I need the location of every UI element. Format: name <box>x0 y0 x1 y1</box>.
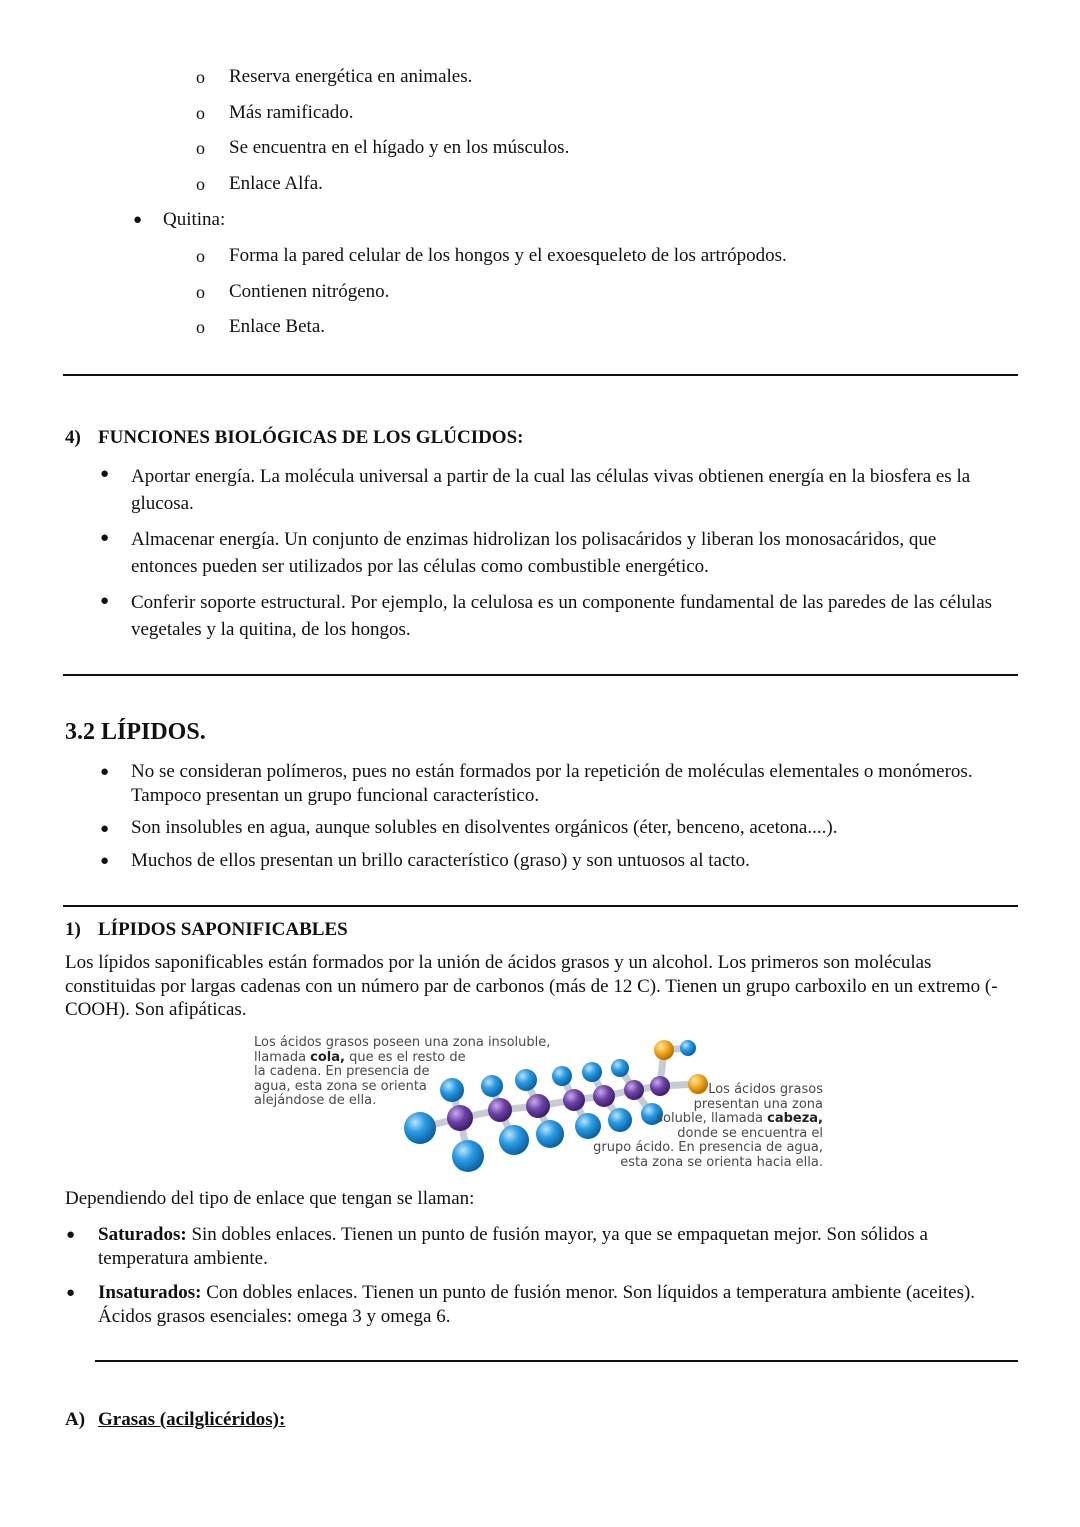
divider <box>95 1360 1018 1362</box>
circle-bullet-icon: o <box>196 317 205 337</box>
list-item: Son insolubles en agua, aunque solubles en disolventes orgánicos (éter, benceno, acetona....). <box>131 817 838 838</box>
circle-bullet-icon: o <box>196 103 205 123</box>
list-item: Forma la pared celular de los hongos y el exoesqueleto de los artrópodos. <box>229 245 787 266</box>
list-item: Conferir soporte estructural. Por ejemplo, la celulosa es un componente fundamental de las paredes de las células vegetales y la quitina, de los hongos. <box>131 592 993 640</box>
divider <box>63 374 1018 376</box>
divider <box>63 674 1018 676</box>
term: Saturados: <box>98 1224 187 1245</box>
list-item: No se consideran polímeros, pues no están formados por la repetición de moléculas elementales o monómeros. Tampoco presentan un grupo funcional característico. <box>131 761 973 806</box>
divider <box>63 905 1018 907</box>
bullet-icon: ● <box>100 764 110 780</box>
figure-caption-right: Los ácidos grasos presentan una zona soluble, llamada cabeza, donde se encuentra el grupo ácido. En presencia de agua, esta zona se orienta hacia ella. <box>593 1082 823 1170</box>
bullet-icon: ● <box>100 821 110 837</box>
circle-bullet-icon: o <box>196 67 205 87</box>
bullet-icon: ● <box>66 1227 76 1243</box>
circle-bullet-icon: o <box>196 138 205 158</box>
section-title: 3.2 LÍPIDOS. <box>65 719 206 745</box>
section-title: FUNCIONES BIOLÓGICAS DE LOS GLÚCIDOS: <box>98 427 524 448</box>
list-item: Enlace Alfa. <box>229 173 323 194</box>
list-item-saturated: Saturados: Sin dobles enlaces. Tienen un punto de fusión mayor, ya que se empaquetan mejor. Son sólidos a temperatura ambiente. <box>98 1224 928 1269</box>
list-item: Enlace Beta. <box>229 316 326 337</box>
bullet-icon: ● <box>133 212 143 228</box>
list-item: Más ramificado. <box>229 102 354 123</box>
subsection-title: Grasas (acilglicéridos): <box>98 1409 286 1430</box>
paragraph: Dependiendo del tipo de enlace que tengan se llaman: <box>65 1188 475 1209</box>
circle-bullet-icon: o <box>196 282 205 302</box>
term: Insaturados: <box>98 1282 202 1303</box>
list-item: Se encuentra en el hígado y en los músculos. <box>229 137 570 158</box>
section-number: 4) <box>65 427 81 448</box>
keyword-head: cabeza, <box>767 1111 823 1127</box>
section-number: 1) <box>65 919 81 940</box>
list-item-chitin: Quitina: <box>163 209 226 230</box>
circle-bullet-icon: o <box>196 174 205 194</box>
figure-caption-left: Los ácidos grasos poseen una zona insoluble, llamada cola, que es el resto de la cadena. En presencia de agua, esta zona se orienta alejándose de ella. <box>254 1035 551 1109</box>
section-title: LÍPIDOS SAPONIFICABLES <box>98 919 348 940</box>
list-item: Almacenar energía. Un conjunto de enzimas hidrolizan los polisacáridos y liberan los monosacáridos, que entonces pueden ser utilizados por las células como combustible energético. <box>131 529 937 577</box>
list-item: Reserva energética en animales. <box>229 66 473 87</box>
circle-bullet-icon: o <box>196 246 205 266</box>
bullet-icon: ● <box>100 466 110 482</box>
bullet-icon: ● <box>100 593 110 609</box>
bullet-icon: ● <box>100 530 110 546</box>
list-item: Contienen nitrógeno. <box>229 281 390 302</box>
keyword-tail: cola, <box>310 1049 345 1065</box>
list-item: Aportar energía. La molécula universal a partir de la cual las células vivas obtienen energía en la biosfera es la glucosa. <box>131 466 971 514</box>
bullet-icon: ● <box>66 1285 76 1301</box>
subsection-letter: A) <box>65 1409 86 1430</box>
list-item: Muchos de ellos presentan un brillo característico (graso) y son untuosos al tacto. <box>131 850 750 871</box>
paragraph: Los lípidos saponificables están formados por la unión de ácidos grasos y un alcohol. Los primeros son moléculas constituidas por largas cadenas con un número par de carbonos (más de 12 C). Tienen un grupo carboxilo en un extremo (-COOH). Son afipáticas. <box>65 952 998 1020</box>
list-item-unsaturated: Insaturados: Con dobles enlaces. Tienen un punto de fusión menor. Son líquidos a temperatura ambiente (aceites). Ácidos grasos esenciales: omega 3 y omega 6. <box>98 1282 976 1327</box>
bullet-icon: ● <box>100 853 110 869</box>
